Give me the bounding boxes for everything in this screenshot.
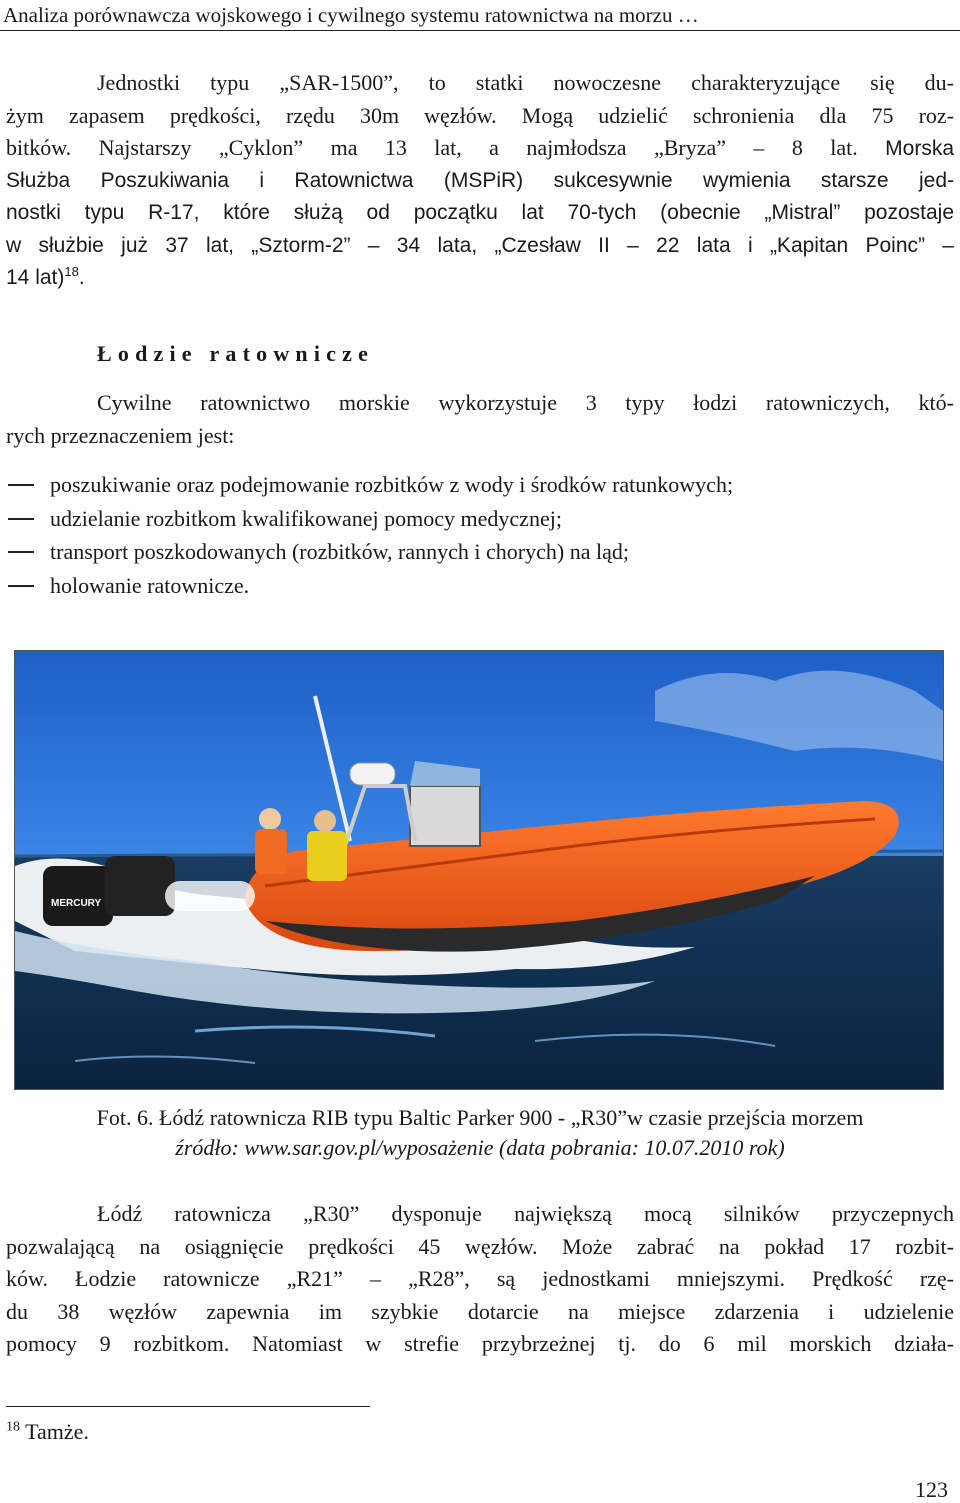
text-line: żym zapasem prędkości, rzędu 30m węzłów. Mogą udzielić schronienia dla 75 roz- [6,102,954,128]
footnote-ref[interactable]: 18 [64,264,79,279]
list-item-text: poszukiwanie oraz podejmowanie rozbitków z wody i środków ratunkowych; [50,472,734,497]
dash-bullet [8,585,34,587]
console [410,786,480,846]
crew-body [307,831,347,881]
text-segment: 14 lat) [6,266,65,289]
text-line: du 38 węzłów zapewnia im szybkie dotarcie na miejsce zdarzenia i udzielenie [6,1298,954,1324]
footnote-rule [6,1406,370,1407]
section-heading: Łodzie ratownicze [97,341,375,366]
crew-head [314,810,336,832]
list-item-text: holowanie ratownicze. [50,572,250,598]
list-item-text: udzielanie rozbitkom kwalifikowanej pomocy medycznej; [50,505,562,531]
text-segment: bitków. Najstarszy „Cyklon” ma 13 lat, a najmłodsza „Bryza” – 8 lat. [6,135,858,160]
list-item [6,535,946,569]
text-line: nostki typu R-17, które służą od początku lat 70-tych (obecnie „Mistral” pozostaje [6,201,954,224]
paragraph-sar-1500 [6,67,954,295]
text-line: rych przeznaczeniem jest: [6,422,235,448]
paragraph-r30 [6,1198,954,1361]
text-line: Cywilne ratownictwo morskie wykorzystuje 3 typy łodzi ratowniczych, któ- [97,390,954,415]
dash-bullet [8,484,34,486]
text-line: pozwalającą na osiągnięcie prędkości 45 węzłów. Może zabrać na pokład 17 rozbit- [6,1233,954,1259]
text-line [6,262,954,295]
footnote [6,1419,89,1445]
crew-body [255,829,287,874]
crew-head [259,808,281,830]
figure-source: źródło: www.sar.gov.pl/wyposażenie (data pobrania: 10.07.2010 rok) [175,1135,785,1160]
radar-dome [350,763,395,785]
list-item-text: transport poszkodowanych (rozbitków, rannych i chorych) na ląd; [50,539,629,564]
list-item [6,468,946,502]
list-item [6,502,946,536]
figure-caption: Fot. 6. Łódź ratownicza RIB typu Baltic Parker 900 - „R30”w czasie przejścia morzem [96,1105,864,1130]
dash-bullet [8,518,34,520]
text-line: w służbie już 37 lat, „Sztorm-2” – 34 lata, „Czesław II – 22 lata i „Kapitan Poinc” – [6,233,954,257]
text-line: ków. Łodzie ratownicze „R21” – „R28”, są jednostkami mniejszymi. Prędkość rzę- [6,1266,954,1291]
page-number: 123 [915,1477,948,1502]
dash-bullet [8,551,34,553]
purpose-list [6,468,946,602]
text-line [6,132,954,165]
rib-boat-photo [14,650,944,1090]
text-segment: . [78,266,85,289]
footnote-text: Tamże. [25,1419,89,1444]
text-line: pomocy 9 rozbitkom. Natomiast w strefie przybrzeżnej tj. do 6 mil morskich działa- [6,1331,954,1356]
spray [165,881,255,911]
outboard-engine [105,856,175,916]
paragraph-intro [6,387,954,452]
text-line: Służba Poszukiwania i Ratownictwa (MSPiR) sukcesywnie wymienia starsze jed- [6,168,954,192]
list-item [6,569,946,603]
engine-label: MERCURY [51,898,102,909]
text-line: Łódź ratownicza „R30” dysponuje największą mocą silników przyczepnych [97,1201,954,1226]
text-line: Jednostki typu „SAR-1500”, to statki nowoczesne charakteryzujące się du- [97,70,954,95]
outboard-engine [43,866,113,926]
running-header-title: Analiza porównawcza wojskowego i cywilnego systemu ratownictwa na morzu … [3,3,699,27]
running-header [0,0,960,31]
text-segment: Morska [885,137,954,160]
footnote-number: 18 [6,1419,20,1435]
